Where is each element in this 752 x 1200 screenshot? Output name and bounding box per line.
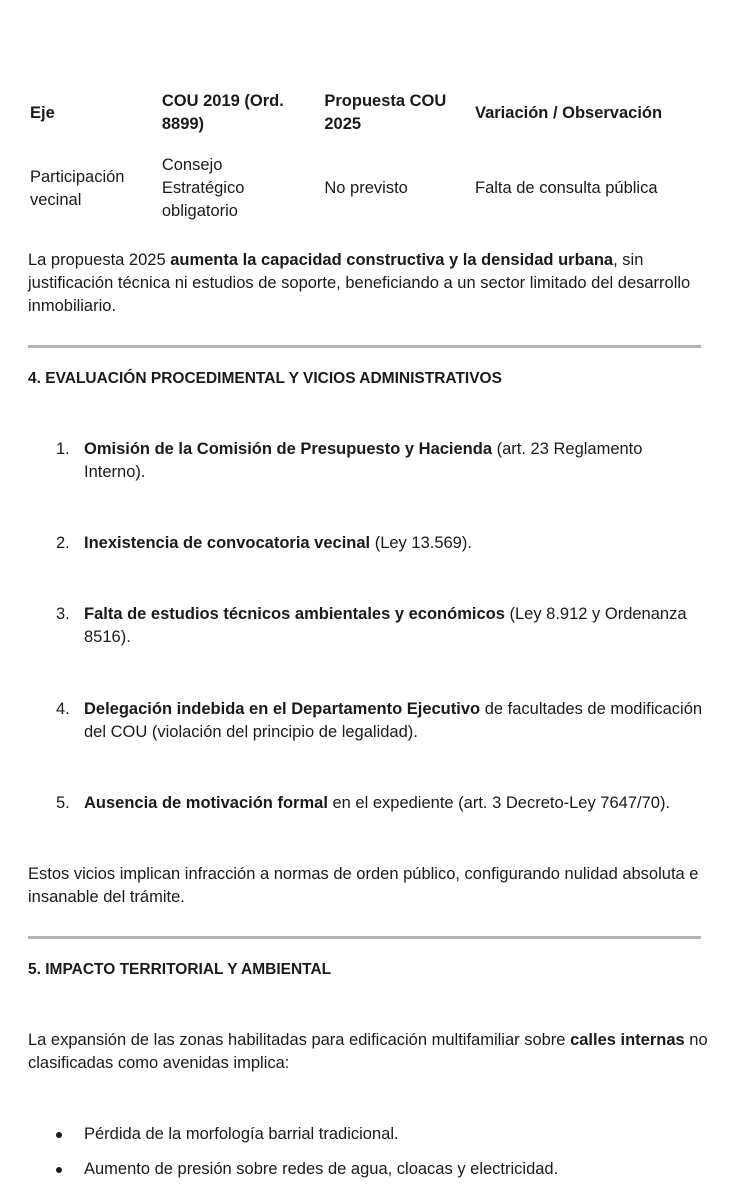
table-row — [22, 140, 722, 227]
list-number: 4. — [56, 700, 70, 718]
list-bold: Falta de estudios técnicos ambientales y económicos — [84, 605, 505, 623]
paragraph-closing: Estos vicios implican infracción a normas de orden público, configurando nulidad absoluta e insanable del trámite. — [28, 865, 699, 906]
divider — [28, 345, 701, 348]
list-bold: Inexistencia de convocatoria vecinal — [84, 534, 371, 552]
table-cell: No previsto — [324, 179, 408, 197]
bullet-text: Pérdida de la morfología barrial tradicional. — [84, 1125, 399, 1143]
list-text: (Ley 8.912 y Ordenanza 8516). — [84, 605, 687, 646]
table-header-row — [22, 86, 722, 140]
list-bold: Ausencia de motivación formal — [84, 794, 328, 812]
header-propuesta-2025: Propuesta COU 2025 — [324, 92, 447, 133]
list-item — [56, 438, 706, 484]
bullet-text: Aumento de presión sobre redes de agua, cloacas y electricidad. — [84, 1160, 559, 1178]
bullet-dot-icon — [56, 1132, 62, 1138]
header-eje: Eje — [30, 103, 55, 122]
section-4-title: 4. EVALUACIÓN PROCEDIMENTAL Y VICIOS ADMINISTRATIVOS — [28, 370, 502, 387]
bullet-item — [56, 1123, 706, 1146]
paragraph-density — [28, 249, 710, 318]
bullet-dot-icon — [56, 1167, 62, 1173]
para-text: no clasificadas como avenidas implica: — [28, 1031, 708, 1072]
bullet-item — [56, 1158, 706, 1181]
table-cell: Participación vecinal — [30, 167, 125, 209]
list-item — [56, 698, 706, 744]
comparison-table — [22, 86, 722, 227]
para-text: La propuesta 2025 — [28, 251, 171, 269]
paragraph-intro — [28, 1029, 710, 1075]
list-item — [56, 532, 706, 555]
para-bold: calles internas — [570, 1031, 685, 1049]
list-item — [56, 603, 706, 649]
list-text: (art. 23 Reglamento Interno). — [84, 440, 643, 481]
table-cell: Falta de consulta pública — [474, 179, 658, 197]
header-cou-2019: COU 2019 (Ord. 8899) — [161, 92, 284, 133]
para-text: , sin justificación técnica ni estudios de soporte, beneficiando a un sector limitado del desarrollo inmobiliario. — [28, 251, 691, 315]
list-text: de facultades de modificación del COU (violación del principio de legalidad). — [84, 700, 703, 741]
list-text: en el expediente (art. 3 Decreto-Ley 7647/70). — [327, 794, 671, 812]
header-variacion: Variación / Observación — [474, 103, 663, 122]
section-5-title: 5. IMPACTO TERRITORIAL Y AMBIENTAL — [28, 961, 332, 978]
para-bold: aumenta la capacidad constructiva y la densidad urbana — [170, 251, 614, 269]
list-number: 3. — [56, 605, 70, 623]
list-item — [56, 792, 706, 815]
list-number: 2. — [56, 534, 70, 552]
list-text: (Ley 13.569). — [370, 534, 472, 552]
list-bold: Omisión de la Comisión de Presupuesto y Hacienda — [84, 440, 493, 458]
table-cell: Consejo Estratégico obligatorio — [161, 156, 245, 220]
divider — [28, 936, 701, 939]
list-number: 1. — [56, 440, 70, 458]
list-number: 5. — [56, 794, 70, 812]
para-text: La expansión de las zonas habilitadas para edificación multifamiliar sobre — [28, 1031, 571, 1049]
list-bold: Delegación indebida en el Departamento Ejecutivo — [84, 700, 481, 718]
